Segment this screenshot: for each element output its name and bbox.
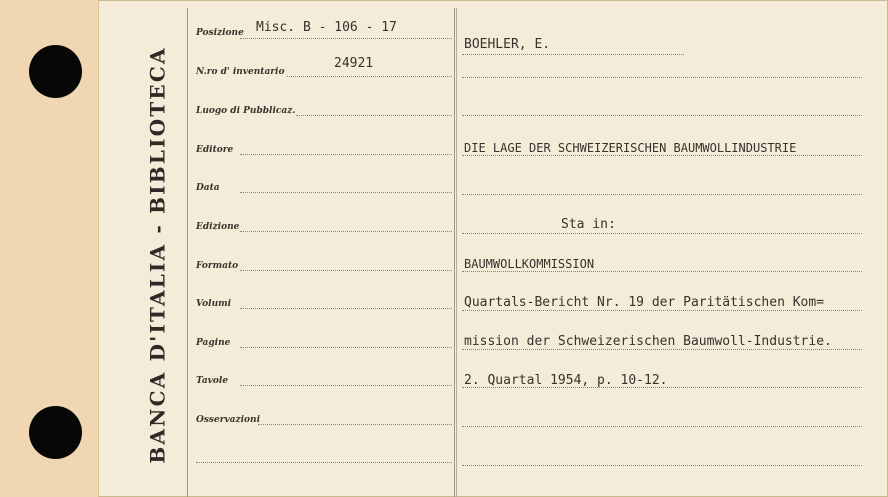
label-volumi: Volumi: [196, 299, 232, 309]
rline-10: [462, 426, 862, 427]
record-author: BOEHLER, E.: [464, 37, 551, 52]
line-formato: [240, 270, 452, 271]
rline-2: [462, 115, 862, 116]
punch-hole-top: [29, 45, 82, 98]
divider-left: [187, 8, 188, 497]
value-posizione: Misc. B - 106 - 17: [256, 20, 397, 35]
record-title: DIE LAGE DER SCHWEIZERISCHEN BAUMWOLLINDUSTRIE: [464, 141, 797, 155]
rline-5: [462, 233, 862, 234]
line-osservazioni: [258, 424, 452, 425]
line-luogo: [296, 115, 452, 116]
line-inventario: [287, 76, 452, 77]
line-editore: [240, 154, 452, 155]
record-source-line1: Quartals-Bericht Nr. 19 der Paritätischen Kom=: [464, 295, 825, 310]
rline-7: [462, 310, 862, 311]
divider-center: [454, 8, 455, 497]
rline-8: [462, 349, 862, 350]
line-edizione: [240, 231, 452, 232]
line-osservazioni-2: [196, 462, 452, 463]
record-source-line3: 2. Quartal 1954, p. 10-12.: [464, 373, 668, 388]
punch-hole-bottom: [29, 406, 82, 459]
record-source-line2: mission der Schweizerischen Baumwoll-Industrie.: [464, 334, 832, 349]
line-tavole: [240, 385, 452, 386]
line-posizione: [240, 38, 452, 39]
line-pagine: [240, 347, 452, 348]
label-tavole: Tavole: [196, 376, 229, 386]
record-sta-in: Sta in:: [561, 217, 616, 232]
rline-11: [462, 465, 862, 466]
line-author: [462, 54, 684, 55]
rline-6: [462, 271, 862, 272]
label-inventario: N.ro d' inventario: [196, 67, 285, 77]
rline-1: [462, 77, 862, 78]
divider-center-2: [456, 8, 457, 497]
rline-3: [462, 155, 862, 156]
label-posizione: Posizione: [196, 28, 244, 38]
label-edizione: Edizione: [196, 222, 240, 232]
institution-title-text: BANCA D'ITALIA - BIBLIOTECA: [146, 46, 171, 464]
label-data: Data: [196, 183, 220, 193]
label-formato: Formato: [196, 261, 239, 271]
line-data: [240, 192, 452, 193]
label-luogo: Luogo di Pubblicaz.: [196, 106, 296, 116]
rline-4: [462, 194, 862, 195]
institution-title: [108, 46, 208, 464]
value-inventario: 24921: [334, 56, 374, 71]
record-source: BAUMWOLLKOMMISSION: [464, 257, 595, 271]
label-osservazioni: Osservazioni: [196, 415, 260, 425]
line-volumi: [240, 308, 452, 309]
label-pagine: Pagine: [196, 338, 231, 348]
label-editore: Editore: [196, 145, 234, 155]
